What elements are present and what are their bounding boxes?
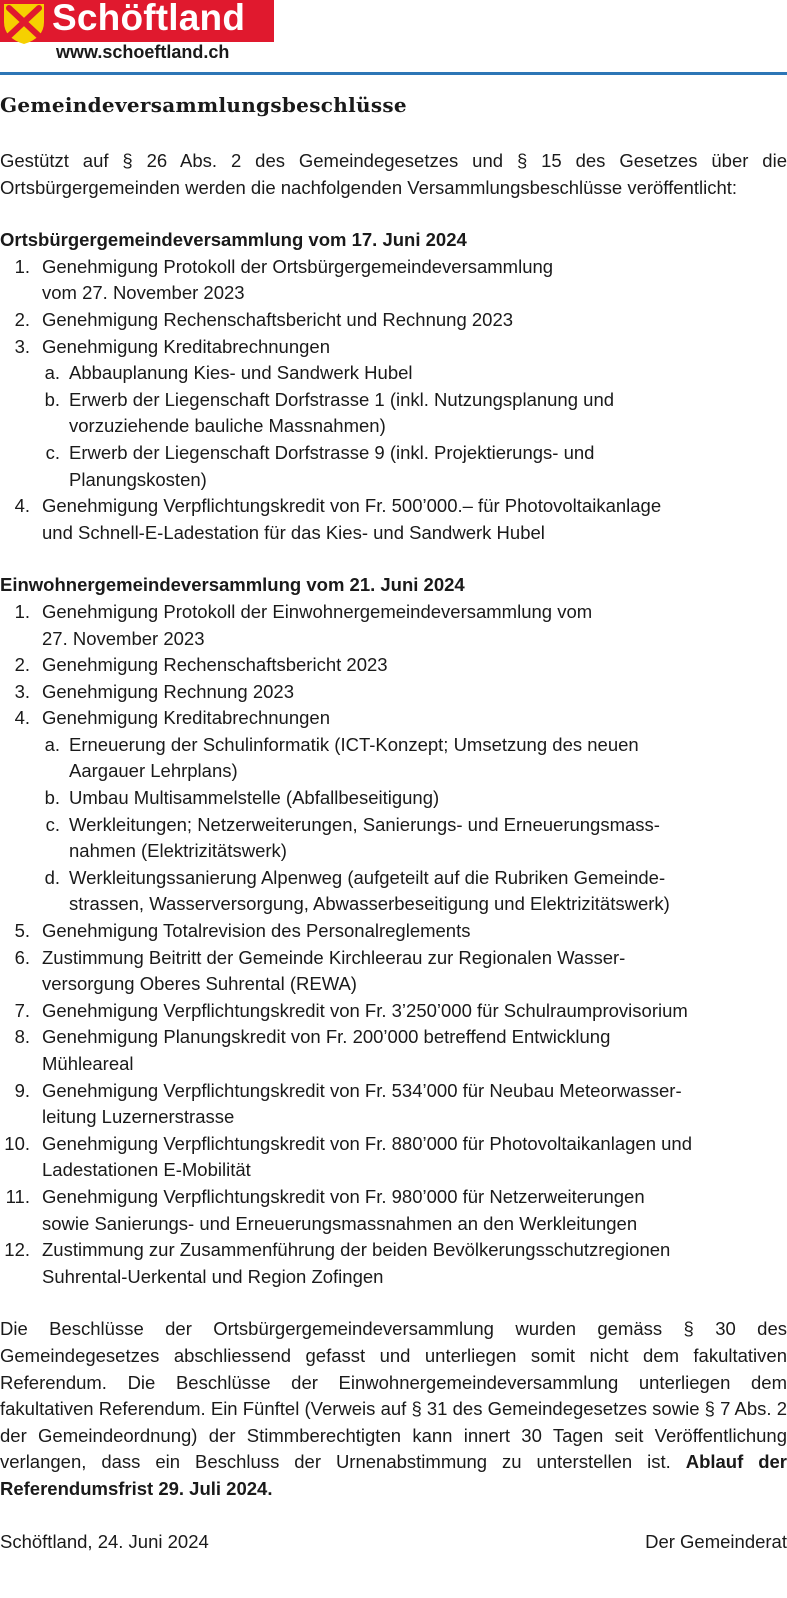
item-text: Genehmigung Verpflichtungskredit von Fr. 534’000 für Neubau Meteorwasser- leitung Luzernerstrasse [42, 1079, 682, 1128]
sub-item-text: Werkleitungssanierung Alpenweg (aufgeteilt auf die Rubriken Gemeinde- strassen, Wasserversorgung, Abwasserbeseitigung und Elektrizitätswerk) [69, 866, 670, 915]
list-item [0, 679, 787, 706]
item-number: 7. [14, 999, 30, 1021]
item-number: 3. [14, 680, 30, 702]
list-item [0, 705, 787, 918]
list-item [0, 599, 787, 652]
item-text: Genehmigung Verpflichtungskredit von Fr. 3’250’000 für Schulraumprovisorium [42, 999, 688, 1021]
sub-item-letter: b. [44, 787, 60, 809]
list-item [0, 307, 787, 334]
item-number: 11. [5, 1185, 30, 1207]
list-item [0, 1131, 787, 1184]
crest-icon [0, 0, 48, 46]
sub-list-item [42, 812, 787, 865]
item-text: Zustimmung Beitritt der Gemeinde Kirchleerau zur Regionalen Wasser- versorgung Oberes Suhrental (REWA) [42, 946, 626, 995]
sub-list-item [42, 387, 787, 440]
sub-list-item [42, 440, 787, 493]
sub-item-letter: c. [45, 813, 60, 835]
item-text: Genehmigung Verpflichtungskredit von Fr. 980’000 für Netzerweiterungen sowie Sanierungs- und Erneuerungsmassnahmen an den Werkleitungen [42, 1185, 645, 1234]
item-number: 2. [14, 654, 30, 676]
closing-paragraph [0, 1316, 787, 1502]
sub-item-letter: a. [44, 733, 60, 755]
list-item [0, 1184, 787, 1237]
list-item [0, 998, 787, 1025]
item-text: Genehmigung Verpflichtungskredit von Fr. 880’000 für Photovoltaikanlagen und Ladestationen E-Mobilität [42, 1132, 692, 1181]
list-item [0, 918, 787, 945]
closing-text: Die Beschlüsse der Ortsbürgergemeindeversammlung wurden gemäss § 30 des Gemeindegesetzes abschliessend gefasst und unterliegen somit nicht dem fakultativen Referendum. Die Beschlüsse der Einwohnergemeindeversammlung unterliegen dem fakultativen Referendum. Ein Fünftel (Verweis auf § 31 des Gemeindegesetzes sowie § 7 Abs. 2 der Gemeindeordnung) der Stimmberechtigten kann innert 30 Tagen seit Veröffentlichung verlangen, dass ein Beschluss der Urnenabstimmung zu unterstellen ist. [0, 1318, 787, 1473]
sub-list-item [42, 865, 787, 918]
list-item [0, 493, 787, 546]
sub-list-item [42, 785, 787, 812]
list-item [0, 1237, 787, 1290]
resolution-list [0, 599, 787, 1290]
item-text: Zustimmung zur Zusammenführung der beiden Bevölkerungsschutzregionen Suhrental-Uerkental und Region Zofingen [42, 1239, 671, 1287]
signature: Der Gemeinderat [645, 1530, 787, 1552]
item-text: Genehmigung Kreditabrechnungen [42, 335, 330, 357]
item-text: Genehmigung Rechenschaftsbericht und Rechnung 2023 [42, 308, 514, 330]
sub-list-item [42, 360, 787, 387]
item-text: Genehmigung Rechnung 2023 [42, 680, 294, 702]
item-number: 4. [14, 707, 30, 729]
intro-paragraph: Gestützt auf § 26 Abs. 2 des Gemeindegesetzes und § 15 des Gesetzes über die Ortsbürgergemeinden werden die nachfolgenden Versammlungsbeschlüsse veröffentlicht: [0, 150, 787, 198]
footer [0, 1529, 787, 1556]
item-text: Genehmigung Protokoll der Ortsbürgergemeindeversammlung vom 27. November 2023 [42, 255, 554, 304]
item-number: 1. [14, 255, 30, 277]
item-number: 5. [14, 920, 30, 942]
sub-item-letter: b. [44, 388, 60, 410]
item-number: 4. [14, 495, 30, 517]
sub-item-text: Umbau Multisammelstelle (Abfallbeseitigung) [69, 787, 440, 809]
sub-item-letter: c. [45, 441, 60, 463]
list-item [0, 945, 787, 998]
sub-item-text: Erneuerung der Schulinformatik (ICT-Konzept; Umsetzung des neuen Aargauer Lehrplans) [69, 733, 639, 782]
item-number: 6. [14, 946, 30, 968]
sub-item-text: Erwerb der Liegenschaft Dorfstrasse 1 (inkl. Nutzungsplanung und vorzuziehende bauliche Massnahmen) [69, 388, 615, 437]
item-number: 10. [4, 1132, 30, 1154]
sections-container [0, 227, 787, 1290]
sub-list-item [42, 732, 787, 785]
section-title: Einwohnergemeindeversammlung vom 21. Juni 2024 [0, 574, 465, 596]
section-title: Ortsbürgergemeindeversammlung vom 17. Juni 2024 [0, 229, 467, 251]
header-divider [0, 72, 787, 75]
website-url[interactable]: www.schoeftland.ch [56, 42, 230, 62]
sub-item-text: Abbauplanung Kies- und Sandwerk Hubel [69, 362, 413, 384]
sub-item-letter: d. [44, 866, 60, 888]
document-body [0, 88, 787, 1555]
page-title: Gemeindeversammlungsbeschlüsse [0, 93, 407, 117]
item-text: Genehmigung Verpflichtungskredit von Fr. 500’000.– für Photovoltaikanlage und Schnell-E-Ladestation für das Kies- und Sandwerk Hubel [42, 495, 662, 543]
list-item [0, 1024, 787, 1077]
sub-list [42, 360, 787, 493]
list-item [0, 334, 787, 494]
sub-item-text: Erwerb der Liegenschaft Dorfstrasse 9 (inkl. Projektierungs- und Planungskosten) [69, 441, 595, 490]
list-item [0, 254, 787, 307]
header [0, 0, 787, 74]
item-number: 12. [4, 1239, 30, 1261]
referendum-deadline: Ablauf der Referendumsfrist 29. Juli 2024. [0, 1451, 787, 1499]
item-number: 1. [14, 600, 30, 622]
item-number: 2. [14, 308, 30, 330]
item-text: Genehmigung Kreditabrechnungen [42, 707, 330, 729]
logo-wordmark: Schöftland [52, 0, 246, 38]
item-number: 9. [14, 1079, 30, 1101]
item-text: Genehmigung Rechenschaftsbericht 2023 [42, 654, 388, 676]
list-item [0, 1078, 787, 1131]
item-number: 8. [14, 1026, 30, 1048]
sub-item-text: Werkleitungen; Netzerweiterungen, Sanierungs- und Erneuerungsmass- nahmen (Elektrizitätswerk) [69, 813, 660, 862]
item-number: 3. [14, 335, 30, 357]
sub-item-letter: a. [44, 362, 60, 384]
resolution-list [0, 254, 787, 547]
item-text: Genehmigung Totalrevision des Personalreglements [42, 920, 471, 942]
item-text: Genehmigung Planungskredit von Fr. 200’000 betreffend Entwicklung Mühleareal [42, 1026, 611, 1074]
sub-list [42, 732, 787, 918]
list-item [0, 652, 787, 679]
item-text: Genehmigung Protokoll der Einwohnergemeindeversammlung vom 27. November 2023 [42, 600, 593, 649]
place-date: Schöftland, 24. Juni 2024 [0, 1530, 209, 1552]
